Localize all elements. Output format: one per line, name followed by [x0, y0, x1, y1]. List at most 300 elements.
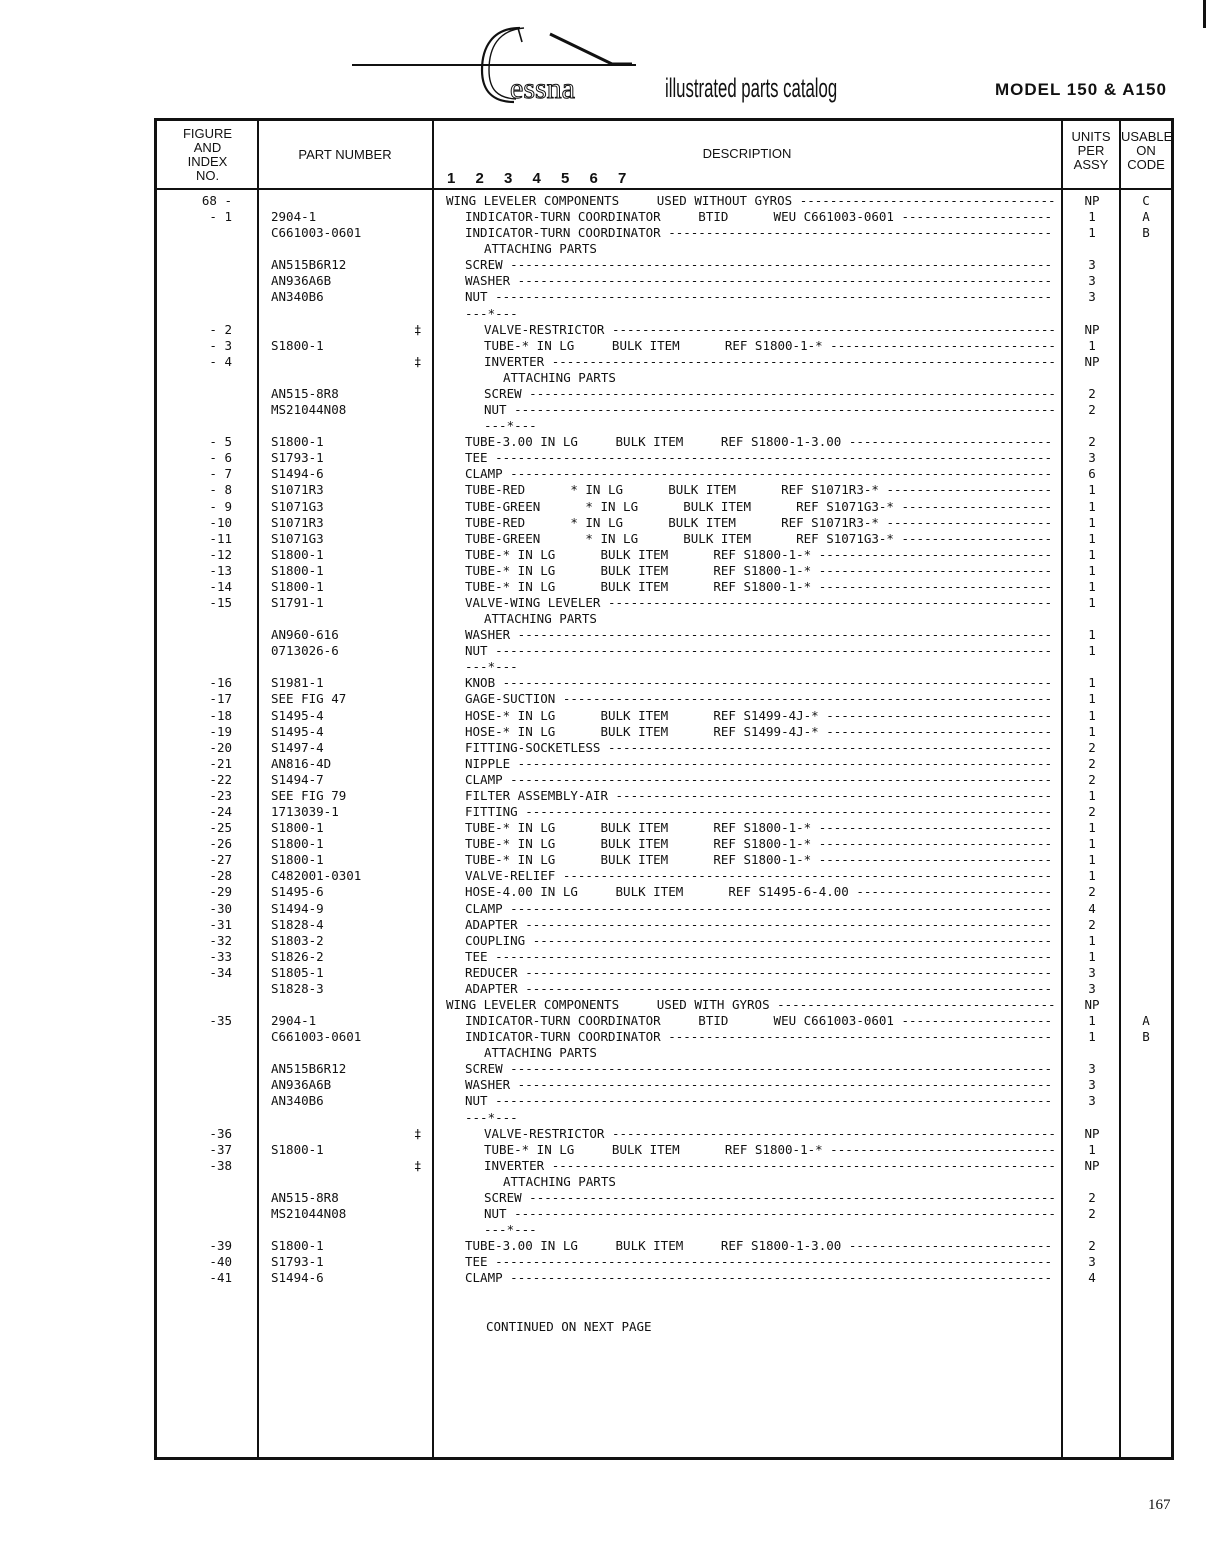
usable-code: A: [1142, 1013, 1150, 1029]
part-description: INDICATOR-TURN COORDINATOR ---------------------------------------------------: [465, 225, 1053, 241]
part-number: S1803-2: [271, 932, 324, 948]
part-description: SCREW ----------------------------------------------------------------------: [484, 385, 1056, 401]
part-number: AN515-8R8: [271, 1189, 339, 1205]
part-description: ADAPTER ----------------------------------------------------------------------: [465, 980, 1053, 996]
leader-dashes: -----------------------------------------------------------------------: [510, 273, 1053, 289]
part-description: HOSE-* IN LG BULK ITEM REF S1499-4J-* ------------------------------: [465, 723, 1053, 739]
leader-dashes: --------------------: [893, 209, 1053, 225]
part-number: S1494-6: [271, 466, 324, 482]
units-per-assy: 3: [1088, 980, 1096, 996]
part-description: VALVE-WING LEVELER -----------------------------------------------------------: [465, 595, 1053, 610]
units-per-assy: 2: [1088, 1238, 1096, 1254]
part-description: ---*---: [465, 305, 518, 321]
leader-dashes: ------------------------------------------------------------------------: [502, 466, 1053, 482]
part-description: INDICATOR-TURN COORDINATOR ---------------------------------------------------: [465, 1029, 1053, 1045]
part-description: ATTACHING PARTS: [503, 369, 616, 385]
units-per-assy: 1: [1088, 1029, 1096, 1045]
leader-dashes: -----------------------------------------------------------: [600, 739, 1053, 755]
table-row: [0, 418, 1212, 434]
part-description: NUT ------------------------------------------------------------------------: [484, 402, 1056, 418]
page-corner-mark: [1203, 0, 1206, 28]
leader-dashes: ----------------------------------------------------------------------: [521, 385, 1056, 401]
leader-dashes: --------------------------------------------------------------------------: [487, 948, 1053, 964]
leader-dashes: ----------------------: [878, 482, 1053, 498]
part-description: WING LEVELER COMPONENTS USED WITHOUT GYROS ----------------------------------: [446, 193, 1056, 208]
leader-dashes: ----------------------: [878, 514, 1053, 530]
col-header-usable: USABLE ON CODE: [1121, 129, 1173, 172]
units-per-assy: NP: [1084, 193, 1100, 208]
units-per-assy: 2: [1088, 804, 1096, 820]
leader-dashes: --------------------------------------------------------------------------: [487, 1093, 1053, 1109]
units-per-assy: 2: [1088, 434, 1096, 450]
units-per-assy: 1: [1088, 595, 1096, 610]
figure-index: -34: [209, 964, 232, 980]
units-per-assy: 1: [1088, 643, 1096, 659]
part-number: AN816-4D: [271, 755, 332, 771]
leader-dashes: -----------------------------------------------------------------: [555, 691, 1053, 707]
part-number: S1828-3: [271, 980, 324, 996]
figure-index: -28: [209, 868, 232, 884]
leader-dashes: -----------------------------------------------------------: [604, 1125, 1056, 1141]
units-per-assy: 3: [1088, 1061, 1096, 1077]
part-marker: ‡: [414, 1157, 422, 1173]
table-row: [0, 1093, 1212, 1109]
usable-code: B: [1142, 225, 1150, 241]
model-label: MODEL 150 & A150: [995, 80, 1167, 99]
part-number: SEE FIG 47: [271, 691, 347, 707]
part-description: TUBE-* IN LG BULK ITEM REF S1800-1-* -------------------------------: [465, 546, 1053, 562]
figure-index: -29: [209, 884, 232, 900]
table-row: [0, 981, 1212, 997]
table-row: [0, 917, 1212, 933]
part-description: ---*---: [465, 1109, 518, 1125]
table-row: [0, 209, 1212, 225]
table-row: [0, 450, 1212, 466]
units-per-assy: 3: [1088, 1077, 1096, 1093]
table-row: [0, 1190, 1212, 1206]
leader-dashes: ---------------------------------------------------: [660, 225, 1053, 241]
units-per-assy: 1: [1088, 948, 1096, 964]
units-per-assy: 4: [1088, 900, 1096, 916]
part-number: C661003-0601: [271, 225, 362, 241]
leader-dashes: -------------------------------: [811, 578, 1053, 594]
part-number: 1713039-1: [271, 804, 339, 820]
leader-dashes: -----------------------------------------------------------------------: [510, 755, 1053, 771]
table-row: [0, 1077, 1212, 1093]
part-description: CLAMP ------------------------------------------------------------------------: [465, 466, 1053, 482]
page-number: 167: [1148, 1497, 1171, 1513]
continued-note: CONTINUED ON NEXT PAGE: [486, 1318, 652, 1334]
part-description: CLAMP ------------------------------------------------------------------------: [465, 900, 1053, 916]
table-row: [0, 547, 1212, 563]
svg-text:essna: essna: [510, 72, 575, 105]
part-description: GAGE-SUCTION -----------------------------------------------------------------: [465, 691, 1053, 707]
units-per-assy: 1: [1088, 498, 1096, 514]
figure-index: -23: [209, 787, 232, 803]
units-per-assy: 2: [1088, 385, 1096, 401]
figure-index: -30: [209, 900, 232, 916]
part-number: SEE FIG 79: [271, 787, 347, 803]
table-row: [0, 1110, 1212, 1126]
part-description: TEE --------------------------------------------------------------------------: [465, 1254, 1053, 1270]
part-description: VALVE-RESTRICTOR -----------------------------------------------------------: [484, 321, 1056, 337]
table-row: [0, 852, 1212, 868]
part-description: VALVE-RELIEF -----------------------------------------------------------------: [465, 868, 1053, 884]
units-per-assy: 1: [1088, 337, 1096, 353]
units-per-assy: NP: [1084, 321, 1100, 337]
col-header-desc: DESCRIPTION: [702, 146, 792, 161]
part-description: CLAMP ------------------------------------------------------------------------: [465, 1270, 1053, 1286]
figure-index: -20: [209, 739, 232, 755]
table-row: [0, 627, 1212, 643]
part-description: HOSE-4.00 IN LG BULK ITEM REF S1495-6-4.00 --------------------------: [465, 884, 1053, 900]
units-per-assy: 1: [1088, 627, 1096, 643]
table-row: [0, 338, 1212, 354]
part-description: FITTING-SOCKETLESS -----------------------------------------------------------: [465, 739, 1053, 755]
units-per-assy: 1: [1088, 852, 1096, 868]
table-row: [0, 1029, 1212, 1045]
part-number: S1800-1: [271, 852, 324, 868]
part-number: S1800-1: [271, 578, 324, 594]
part-description: SCREW ----------------------------------------------------------------------: [484, 1189, 1056, 1205]
part-description: TUBE-* IN LG BULK ITEM REF S1800-1-* -------------------------------: [465, 836, 1053, 852]
table-row: [0, 1270, 1212, 1286]
figure-index: -10: [209, 514, 232, 530]
table-row: [0, 499, 1212, 515]
units-per-assy: 1: [1088, 530, 1096, 546]
table-row: [0, 563, 1212, 579]
units-per-assy: 1: [1088, 225, 1096, 241]
part-description: ATTACHING PARTS: [503, 1173, 616, 1189]
part-description: WASHER -----------------------------------------------------------------------: [465, 273, 1053, 289]
leader-dashes: ------------------------------: [822, 337, 1056, 353]
part-description: WASHER -----------------------------------------------------------------------: [465, 627, 1053, 643]
figure-index: - 8: [209, 482, 232, 498]
leader-dashes: --------------------------: [848, 884, 1053, 900]
leader-dashes: ------------------------------: [822, 1141, 1056, 1157]
units-per-assy: 1: [1088, 209, 1096, 225]
catalog-title: illustrated parts catalog: [665, 73, 838, 103]
units-per-assy: 1: [1088, 578, 1096, 594]
units-per-assy: 3: [1088, 289, 1096, 305]
leader-dashes: ---------------------------: [841, 1238, 1053, 1254]
part-number: S1800-1: [271, 820, 324, 836]
part-number: S1981-1: [271, 675, 324, 691]
col-header-part: PART NUMBER: [298, 147, 392, 162]
figure-index: - 5: [209, 434, 232, 450]
leader-dashes: --------------------: [893, 530, 1053, 546]
units-per-assy: 2: [1088, 884, 1096, 900]
table-row: [0, 434, 1212, 450]
figure-index: - 3: [209, 337, 232, 353]
figure-index: -21: [209, 755, 232, 771]
part-description: TUBE-* IN LG BULK ITEM REF S1800-1-* ------------------------------: [484, 337, 1056, 353]
units-per-assy: 3: [1088, 964, 1096, 980]
table-row: [0, 595, 1212, 611]
table-row: [0, 1142, 1212, 1158]
table-row: [0, 643, 1212, 659]
figure-index: -19: [209, 723, 232, 739]
table-row: [0, 1126, 1212, 1142]
units-per-assy: 1: [1088, 691, 1096, 707]
part-description: KNOB -------------------------------------------------------------------------: [465, 675, 1053, 691]
leader-dashes: ---------------------------------------------------: [660, 1029, 1053, 1045]
part-number: S1800-1: [271, 1238, 324, 1254]
figure-index: -27: [209, 852, 232, 868]
part-description: TUBE-3.00 IN LG BULK ITEM REF S1800-1-3.00 ---------------------------: [465, 434, 1053, 450]
leader-dashes: --------------------: [893, 1013, 1053, 1029]
units-per-assy: 2: [1088, 1206, 1096, 1222]
leader-dashes: -------------------------------------: [769, 997, 1056, 1012]
part-number: S1800-1: [271, 1141, 324, 1157]
table-row: [0, 482, 1212, 498]
part-number: AN515-8R8: [271, 385, 339, 401]
figure-index: - 6: [209, 450, 232, 466]
leader-dashes: ----------------------------------------------------------------------: [521, 1189, 1056, 1205]
part-description: TUBE-RED * IN LG BULK ITEM REF S1071R3-* ----------------------: [465, 514, 1053, 530]
part-description: SCREW ------------------------------------------------------------------------: [465, 1061, 1053, 1077]
figure-index: -31: [209, 916, 232, 932]
part-description: NUT ------------------------------------------------------------------------: [484, 1206, 1056, 1222]
part-number: S1800-1: [271, 434, 324, 450]
part-number: S1497-4: [271, 739, 324, 755]
figure-index: -32: [209, 932, 232, 948]
figure-index: -33: [209, 948, 232, 964]
leader-dashes: -------------------------------: [811, 546, 1053, 562]
part-description: INVERTER -------------------------------------------------------------------: [484, 1157, 1056, 1173]
units-per-assy: NP: [1084, 353, 1100, 369]
units-per-assy: 1: [1088, 836, 1096, 852]
part-number: S1071R3: [271, 514, 324, 530]
figure-index: - 7: [209, 466, 232, 482]
part-description: ATTACHING PARTS: [484, 241, 597, 257]
leader-dashes: -------------------------------: [811, 852, 1053, 868]
units-per-assy: 1: [1088, 482, 1096, 498]
part-description: NUT --------------------------------------------------------------------------: [465, 643, 1053, 659]
table-row: [0, 772, 1212, 788]
table-row: [0, 1174, 1212, 1190]
table-row: [0, 659, 1212, 675]
part-description: WASHER -----------------------------------------------------------------------: [465, 1077, 1053, 1093]
part-description: NUT --------------------------------------------------------------------------: [465, 1093, 1053, 1109]
part-number: 0713026-6: [271, 643, 339, 659]
units-per-assy: 1: [1088, 820, 1096, 836]
figure-index: - 9: [209, 498, 232, 514]
table-row: [0, 1158, 1212, 1174]
part-number: C482001-0301: [271, 868, 362, 884]
col-header-units: UNITS PER ASSY: [1071, 129, 1111, 172]
units-per-assy: 1: [1088, 546, 1096, 562]
units-per-assy: 1: [1088, 723, 1096, 739]
units-per-assy: 3: [1088, 1254, 1096, 1270]
part-number: S1800-1: [271, 562, 324, 578]
figure-index: -38: [209, 1157, 232, 1173]
part-description: ATTACHING PARTS: [484, 1045, 597, 1061]
part-description: TUBE-* IN LG BULK ITEM REF S1800-1-* -------------------------------: [465, 820, 1053, 836]
part-number: S1793-1: [271, 1254, 324, 1270]
units-per-assy: 3: [1088, 450, 1096, 466]
leader-dashes: -------------------------------: [811, 562, 1053, 578]
part-number: S1071G3: [271, 498, 324, 514]
figure-index: -15: [209, 595, 232, 610]
table-row: [0, 804, 1212, 820]
leader-dashes: ------------------------------------------------------------------------: [502, 257, 1053, 273]
figure-index: -16: [209, 675, 232, 691]
figure-index: - 4: [209, 353, 232, 369]
part-marker: ‡: [414, 321, 422, 337]
part-description: INVERTER -------------------------------------------------------------------: [484, 353, 1056, 369]
leader-dashes: --------------------------------------------------------------------------: [487, 643, 1053, 659]
table-row: [0, 933, 1212, 949]
part-marker: ‡: [414, 353, 422, 369]
part-description: ADAPTER ----------------------------------------------------------------------: [465, 916, 1053, 932]
leader-dashes: -------------------------------------------------------------------: [544, 353, 1056, 369]
leader-dashes: ------------------------------------------------------------------------: [502, 1270, 1053, 1286]
part-description: TUBE-GREEN * IN LG BULK ITEM REF S1071G3-* --------------------: [465, 498, 1053, 514]
figure-index: - 1: [209, 209, 232, 225]
table-row: [0, 370, 1212, 386]
units-per-assy: NP: [1084, 1157, 1100, 1173]
leader-dashes: -----------------------------------------------------------------: [555, 868, 1053, 884]
leader-dashes: -------------------------------------------------------------------: [544, 1157, 1056, 1173]
figure-index: -12: [209, 546, 232, 562]
units-per-assy: 6: [1088, 466, 1096, 482]
part-description: CLAMP ------------------------------------------------------------------------: [465, 771, 1053, 787]
units-per-assy: 1: [1088, 787, 1096, 803]
part-number: S1800-1: [271, 836, 324, 852]
units-per-assy: 2: [1088, 755, 1096, 771]
part-number: S1826-2: [271, 948, 324, 964]
leader-dashes: ----------------------------------------------------------: [608, 787, 1053, 803]
usable-code: C: [1142, 193, 1150, 208]
table-row: [0, 1238, 1212, 1254]
units-per-assy: NP: [1084, 1125, 1100, 1141]
part-description: VALVE-RESTRICTOR -----------------------------------------------------------: [484, 1125, 1056, 1141]
table-row: [0, 257, 1212, 273]
units-per-assy: 2: [1088, 739, 1096, 755]
figure-index: -39: [209, 1238, 232, 1254]
leader-dashes: -----------------------------------------------------------------------: [510, 627, 1053, 643]
part-description: TEE --------------------------------------------------------------------------: [465, 450, 1053, 466]
figure-index: -40: [209, 1254, 232, 1270]
table-row: [0, 579, 1212, 595]
table-row: [0, 1222, 1212, 1238]
units-per-assy: 2: [1088, 771, 1096, 787]
usable-code: A: [1142, 209, 1150, 225]
part-description: TEE --------------------------------------------------------------------------: [465, 948, 1053, 964]
part-number: MS21044N08: [271, 402, 347, 418]
part-description: FILTER ASSEMBLY-AIR ----------------------------------------------------------: [465, 787, 1053, 803]
part-description: COUPLING ---------------------------------------------------------------------: [465, 932, 1053, 948]
part-description: ---*---: [484, 1222, 537, 1238]
table-row: [0, 965, 1212, 981]
table-row: [0, 1013, 1212, 1029]
part-number: S1800-1: [271, 546, 324, 562]
leader-dashes: ------------------------------: [818, 723, 1053, 739]
part-number: S1495-4: [271, 723, 324, 739]
table-row: [0, 273, 1212, 289]
part-number: S1494-7: [271, 771, 324, 787]
table-row: [0, 868, 1212, 884]
part-number: AN936A6B: [271, 273, 332, 289]
table-row: [0, 1061, 1212, 1077]
part-number: S1494-9: [271, 900, 324, 916]
table-row: [0, 1254, 1212, 1270]
part-description: NIPPLE -----------------------------------------------------------------------: [465, 755, 1053, 771]
table-row: [0, 740, 1212, 756]
leader-dashes: ------------------------------------------------------------------------: [506, 1206, 1056, 1222]
figure-index: -18: [209, 707, 232, 723]
units-per-assy: 2: [1088, 916, 1096, 932]
part-number: S1828-4: [271, 916, 324, 932]
units-per-assy: 2: [1088, 402, 1096, 418]
leader-dashes: --------------------------------------------------------------------------: [487, 1254, 1053, 1270]
units-per-assy: 1: [1088, 932, 1096, 948]
part-description: ---*---: [465, 659, 518, 675]
units-per-assy: 1: [1088, 707, 1096, 723]
leader-dashes: ------------------------------------------------------------------------: [506, 402, 1056, 418]
table-row: [0, 708, 1212, 724]
table-row: [0, 225, 1212, 241]
table-row: [0, 306, 1212, 322]
leader-dashes: -------------------------------: [811, 836, 1053, 852]
leader-dashes: ----------------------------------------------------------------------: [517, 804, 1053, 820]
leader-dashes: --------------------------------------------------------------------------: [487, 289, 1053, 305]
leader-dashes: -----------------------------------------------------------: [600, 595, 1053, 610]
part-description: TUBE-GREEN * IN LG BULK ITEM REF S1071G3-* --------------------: [465, 530, 1053, 546]
table-row: [0, 354, 1212, 370]
table-row: [0, 531, 1212, 547]
part-number: AN515B6R12: [271, 257, 347, 273]
leader-dashes: -----------------------------------------------------------: [604, 321, 1056, 337]
leader-dashes: -------------------------------: [811, 820, 1053, 836]
leader-dashes: ----------------------------------------------------------------------: [517, 916, 1053, 932]
header-divider: [154, 188, 1174, 190]
usable-code: B: [1142, 1029, 1150, 1045]
table-row: [0, 756, 1212, 772]
part-description: INDICATOR-TURN COORDINATOR BTID WEU C661003-0601 --------------------: [465, 209, 1053, 225]
col-header-figure: FIGURE AND INDEX NO.: [182, 126, 233, 183]
part-number: AN936A6B: [271, 1077, 332, 1093]
table-row: [0, 402, 1212, 418]
figure-index: -24: [209, 804, 232, 820]
units-per-assy: NP: [1084, 997, 1100, 1012]
units-per-assy: 3: [1088, 1093, 1096, 1109]
part-description: TUBE-* IN LG BULK ITEM REF S1800-1-* -------------------------------: [465, 562, 1053, 578]
table-row: [0, 675, 1212, 691]
part-number: MS21044N08: [271, 1206, 347, 1222]
part-number: S1071R3: [271, 482, 324, 498]
units-per-assy: 1: [1088, 562, 1096, 578]
figure-index: -11: [209, 530, 232, 546]
units-per-assy: 3: [1088, 257, 1096, 273]
part-description: SCREW ------------------------------------------------------------------------: [465, 257, 1053, 273]
table-row: [0, 466, 1212, 482]
part-description: INDICATOR-TURN COORDINATOR BTID WEU C661003-0601 --------------------: [465, 1013, 1053, 1029]
part-description: HOSE-* IN LG BULK ITEM REF S1499-4J-* ------------------------------: [465, 707, 1053, 723]
leader-dashes: ------------------------------------------------------------------------: [502, 900, 1053, 916]
table-row: [0, 386, 1212, 402]
table-row: [0, 901, 1212, 917]
part-number: S1800-1: [271, 337, 324, 353]
table-row: [0, 289, 1212, 305]
figure-index: -22: [209, 771, 232, 787]
part-number: S1495-4: [271, 707, 324, 723]
leader-dashes: --------------------------------------------------------------------------: [487, 450, 1053, 466]
table-row: [0, 788, 1212, 804]
part-description: TUBE-3.00 IN LG BULK ITEM REF S1800-1-3.00 ---------------------------: [465, 1238, 1053, 1254]
part-number: S1793-1: [271, 450, 324, 466]
